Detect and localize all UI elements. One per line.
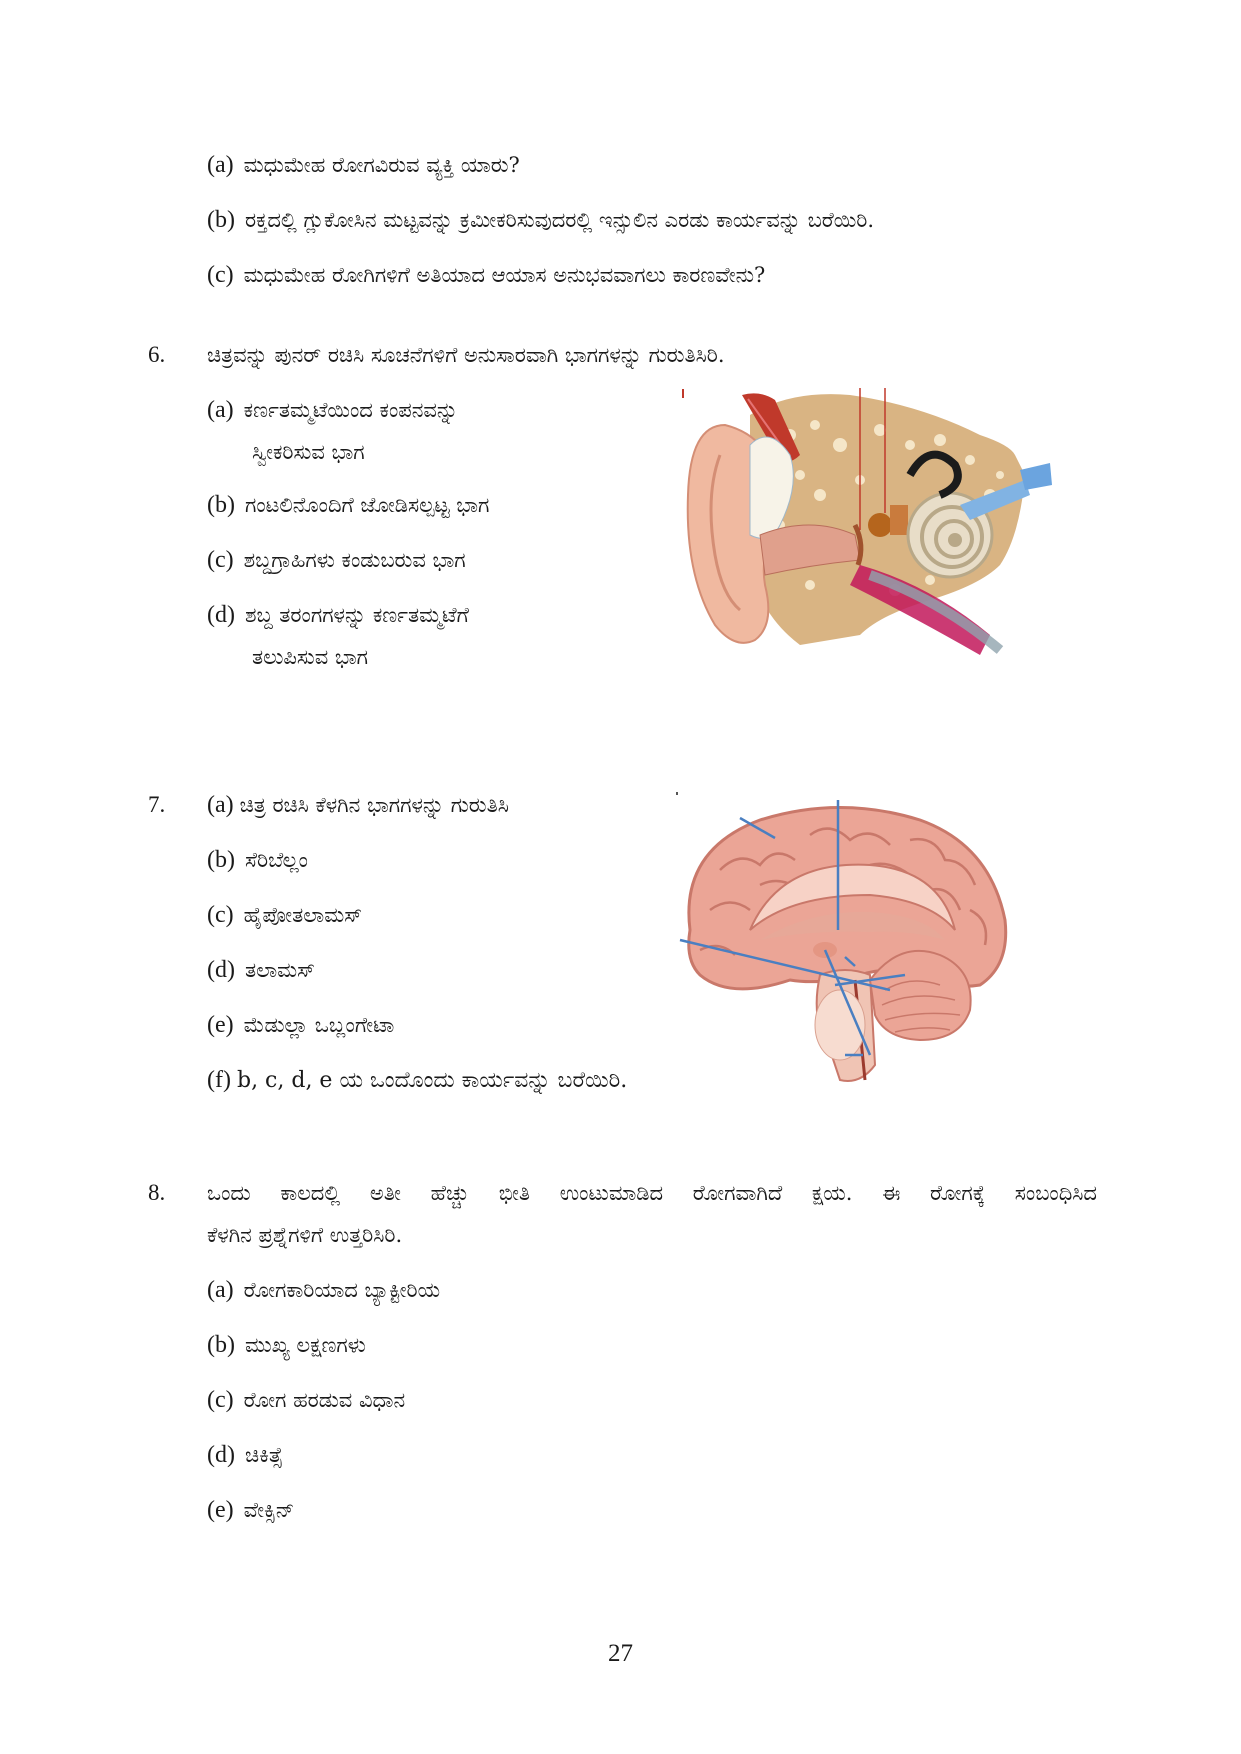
q6-part-c-label: (c) — [207, 547, 234, 573]
q6-part-a-label: (a) — [207, 397, 234, 423]
q7-part-d — [207, 955, 315, 985]
q5-part-b-label: (b) — [207, 207, 235, 233]
q8-part-c-text: ರೋಗ ಹರಡುವ ವಿಧಾನ — [243, 1388, 406, 1412]
q8-part-b — [207, 1330, 366, 1360]
q8-part-b-label: (b) — [207, 1332, 235, 1358]
q7-part-c-text: ಹೈಪೋತಲಾಮಸ್ — [243, 903, 363, 927]
q6-part-b — [207, 490, 489, 520]
q8-part-d-label: (d) — [207, 1442, 235, 1468]
q7-part-b-text: ಸೆರಿಬೆಲ್ಲಂ — [244, 848, 308, 872]
q5-part-b — [207, 205, 874, 235]
q6-part-a-cont: ಸ್ವೀಕರಿಸುವ ಭಾಗ — [252, 440, 365, 464]
q6-part-d — [207, 600, 469, 630]
q6-part-c — [207, 545, 466, 575]
q7-part-a — [207, 790, 509, 820]
q7-part-d-text: ತಲಾಮಸ್ — [244, 958, 316, 982]
q8-part-e-text: ವೇಕ್ಸಿನ್ — [243, 1498, 295, 1522]
q7-part-f-text: b, c, d, e ಯ ಒಂದೊಂದು ಕಾರ್ಯವನ್ನು ಬರೆಯಿರಿ. — [236, 1068, 628, 1093]
q7-part-e — [207, 1010, 394, 1040]
q8-part-c-label: (c) — [207, 1387, 234, 1413]
q7-part-d-label: (d) — [207, 957, 235, 983]
q7-part-f — [207, 1065, 627, 1096]
q6-stem: ಚಿತ್ರವನ್ನು ಪುನರ್ ರಚಿಸಿ ಸೂಚನೆಗಳಿಗೆ ಅನುಸಾರವಾಗಿ ಭಾಗಗಳನ್ನು ಗುರುತಿಸಿರಿ. — [207, 343, 725, 367]
q6-part-c-text: ಶಬ್ದಗ್ರಾಹಿಗಳು ಕಂಡುಬರುವ ಭಾಗ — [243, 548, 466, 572]
q7-part-b — [207, 845, 308, 875]
q7-part-e-label: (e) — [207, 1012, 234, 1038]
q7-part-b-label: (b) — [207, 847, 235, 873]
q7-part-e-text: ಮೆಡುಲ್ಲಾ ಒಬ್ಲಂಗೇಟಾ — [243, 1013, 395, 1037]
q7-part-a-label: (a) — [207, 792, 234, 818]
q6-number: 6. — [148, 342, 166, 367]
q5-part-a — [207, 150, 520, 180]
q5-part-c-label: (c) — [207, 262, 234, 288]
ear-diagram — [680, 385, 1060, 665]
q8-part-c — [207, 1385, 405, 1415]
q7-part-c-label: (c) — [207, 902, 234, 928]
q8-part-e-label: (e) — [207, 1497, 234, 1523]
q6-part-a-text: ಕರ್ಣತಮ್ಮಟೆಯಿಂದ ಕಂಪನವನ್ನು — [243, 398, 459, 422]
q6-part-d-text: ಶಬ್ದ ತರಂಗಗಳನ್ನು ಕರ್ಣತಮ್ಮಟೆಗೆ — [244, 603, 469, 627]
q7-part-f-label: (f) — [207, 1067, 231, 1093]
q5-part-c-text: ಮಧುಮೇಹ ರೋಗಿಗಳಿಗೆ ಅತಿಯಾದ ಆಯಾಸ ಅನುಭವವಾಗಲು ಕಾರಣವೇನು? — [243, 263, 766, 287]
q5-part-a-text: ಮಧುಮೇಹ ರೋಗವಿರುವ ವ್ಯಕ್ತಿ ಯಾರು? — [243, 153, 520, 177]
q8-part-a-text: ರೋಗಕಾರಿಯಾದ ಬ್ಯಾಕ್ಟೀರಿಯ — [243, 1278, 441, 1302]
q8-part-d — [207, 1440, 283, 1470]
q8-stem-line1: ಒಂದು ಕಾಲದಲ್ಲಿ ಅತೀ ಹೆಚ್ಚು ಭೀತಿ ಉಂಟುಮಾಡಿದ ರೋಗವಾಗಿದೆ ಕ್ಷಯ. ಈ ರೋಗಕ್ಕೆ ಸಂಬಂಧಿಸಿದ — [207, 1181, 1097, 1205]
q7-part-a-text: ಚಿತ್ರ ರಚಿಸಿ ಕೆಳಗಿನ ಭಾಗಗಳನ್ನು ಗುರುತಿಸಿ — [239, 793, 509, 817]
q6-part-a — [207, 395, 458, 425]
q8-stem-line2: ಕೆಳಗಿನ ಪ್ರಶ್ನೆಗಳಿಗೆ ಉತ್ತರಿಸಿರಿ. — [207, 1223, 403, 1247]
q6-part-b-text: ಗಂಟಲಿನೊಂದಿಗೆ ಜೋಡಿಸಲ್ಪಟ್ಟ ಭಾಗ — [244, 493, 490, 517]
q5-part-b-text: ರಕ್ತದಲ್ಲಿ ಗ್ಲುಕೋಸಿನ ಮಟ್ಟವನ್ನು ಕ್ರಮೀಕರಿಸುವುದರಲ್ಲಿ ಇನ್ಸುಲಿನ ಎರಡು ಕಾರ್ಯವನ್ನು ಬರೆಯಿರಿ. — [244, 208, 875, 232]
q8-number: 8. — [148, 1180, 166, 1205]
q8-part-e — [207, 1495, 294, 1525]
page-number: 27 — [608, 1640, 633, 1667]
q7-number: 7. — [148, 792, 166, 817]
q8-part-a — [207, 1275, 440, 1305]
q7-part-c — [207, 900, 362, 930]
q6-part-b-label: (b) — [207, 492, 235, 518]
q5-part-c — [207, 260, 765, 290]
q6-part-d-cont: ತಲುಪಿಸುವ ಭಾಗ — [252, 645, 368, 669]
q8-part-a-label: (a) — [207, 1277, 234, 1303]
q8-part-d-text: ಚಿಕಿತ್ಸೆ — [244, 1443, 283, 1467]
q6-part-d-label: (d) — [207, 602, 235, 628]
q8-part-b-text: ಮುಖ್ಯ ಲಕ್ಷಣಗಳು — [244, 1333, 366, 1357]
q5-part-a-label: (a) — [207, 152, 234, 178]
brain-diagram — [670, 790, 1020, 1095]
